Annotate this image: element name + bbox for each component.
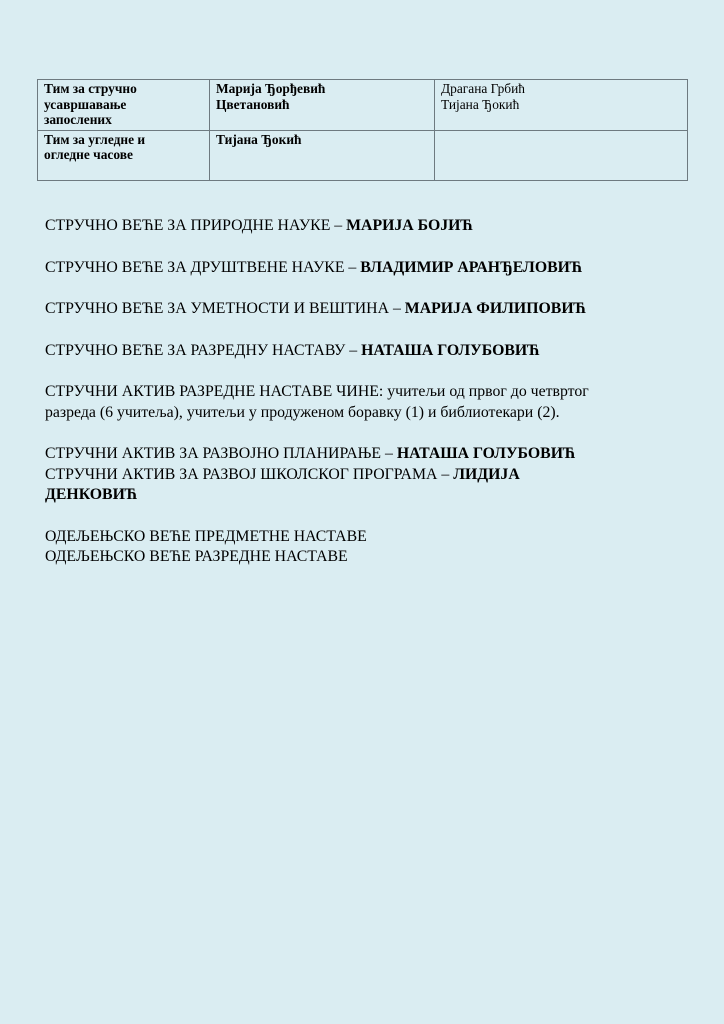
- table-row: [38, 80, 688, 131]
- team-name-cell: [38, 130, 210, 180]
- team-leader-cell: [210, 80, 435, 131]
- council-line: [45, 258, 695, 279]
- council-head: НАТАША ГОЛУБОВИЋ: [361, 341, 540, 359]
- council-line: ОДЕЉЕЊСКО ВЕЋЕ РАЗРЕДНЕ НАСТАВЕ: [45, 548, 348, 565]
- teams-table: [37, 79, 688, 181]
- team-name-line: усавршавање: [44, 96, 127, 112]
- team-name-line: Тим за угледне и: [44, 131, 146, 147]
- council-line: ОДЕЉЕЊСКО ВЕЋЕ ПРЕДМЕТНЕ НАСТАВЕ: [45, 527, 367, 545]
- council-head: НАТАША ГОЛУБОВИЋ: [396, 445, 576, 462]
- council-line: [45, 341, 695, 362]
- council-list: [45, 216, 695, 568]
- council-label: СТРУЧНИ АКТИВ ЗА РАЗВОЈ ШКОЛСКОГ ПРОГРАМА –: [45, 465, 454, 483]
- council-label: СТРУЧНО ВЕЋЕ ЗА ПРИРОДНЕ НАУКЕ –: [45, 217, 347, 234]
- team-name-line: огледне часове: [44, 147, 133, 162]
- team-leader-line: Цветановић: [216, 96, 290, 112]
- table-row: [38, 130, 688, 180]
- council-head: МАРИЈА БОЈИЋ: [346, 217, 474, 234]
- team-leader-line: Марија Ђорђевић: [216, 81, 326, 96]
- council-line: СТРУЧНИ АКТИВ РАЗРЕДНЕ НАСТАВЕ ЧИНЕ: учитељи од првог до четвртог: [45, 383, 589, 400]
- council-head-continued: ДЕНКОВИЋ: [45, 486, 138, 503]
- council-head: ВЛАДИМИР АРАНЂЕЛОВИЋ: [360, 258, 583, 276]
- council-head: ЛИДИЈА: [453, 465, 520, 483]
- team-members-cell: [435, 80, 688, 131]
- team-members-cell: [435, 130, 688, 180]
- council-head: МАРИЈА ФИЛИПОВИЋ: [404, 300, 587, 317]
- council-line: [45, 216, 695, 237]
- council-line: [45, 299, 695, 320]
- team-leader-line: Тијана Ђокић: [216, 131, 302, 147]
- team-leader-cell: [210, 130, 435, 180]
- council-line: разреда (6 учитеља), учитељи у продуженом боравку (1) и библиотекари (2).: [45, 403, 560, 421]
- council-label: СТРУЧНО ВЕЋЕ ЗА ДРУШТВЕНЕ НАУКЕ –: [45, 258, 361, 276]
- council-label: СТРУЧНО ВЕЋЕ ЗА УМЕТНОСТИ И ВЕШТИНА –: [45, 300, 405, 317]
- council-line: [45, 465, 695, 486]
- team-name-line: Тим за стручно: [44, 81, 137, 96]
- team-name-line: запослених: [44, 112, 112, 127]
- council-label: СТРУЧНИ АКТИВ ЗА РАЗВОЈНО ПЛАНИРАЊЕ –: [45, 445, 397, 462]
- council-line: [45, 444, 695, 465]
- team-name-cell: [38, 80, 210, 131]
- team-member: Тијана Ђокић: [441, 96, 520, 112]
- team-member: Драгана Грбић: [441, 81, 525, 96]
- council-label: СТРУЧНО ВЕЋЕ ЗА РАЗРЕДНУ НАСТАВУ –: [45, 341, 362, 359]
